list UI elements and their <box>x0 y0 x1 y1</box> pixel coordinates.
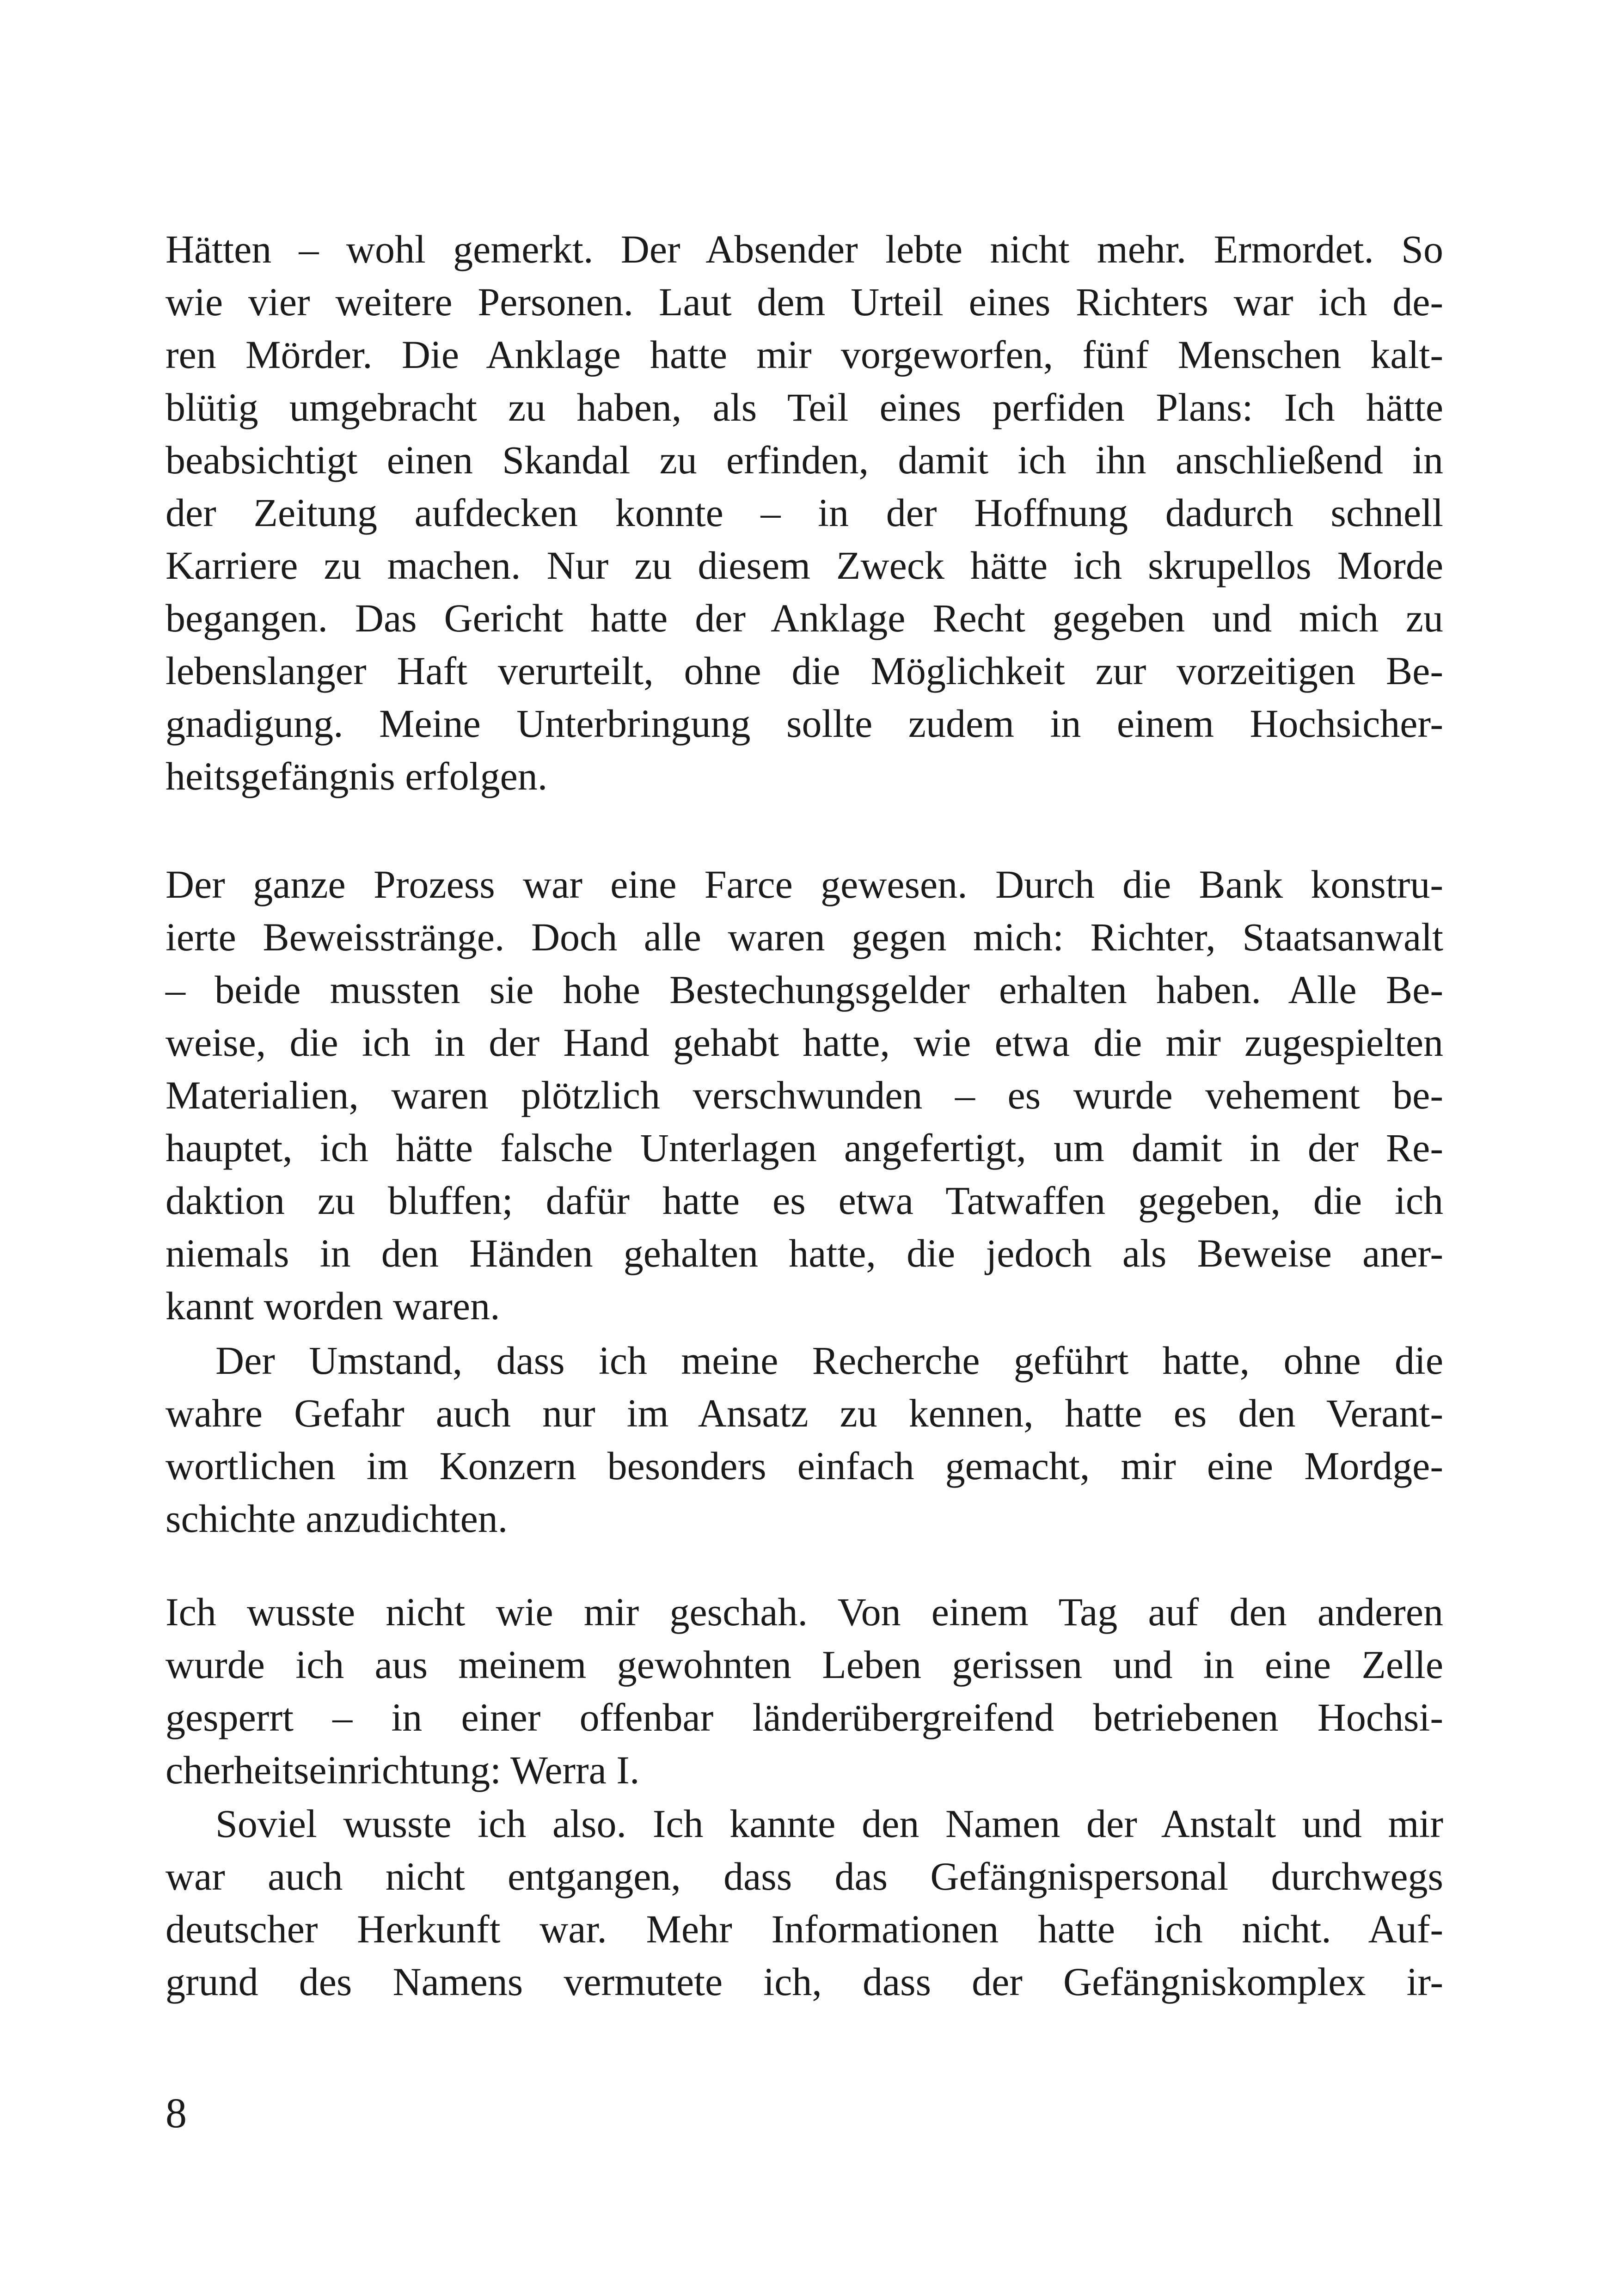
paragraph <box>165 1797 1443 2008</box>
text-line: war auch nicht entgangen, dass das Gefängnispersonal durchwegs <box>165 1854 1443 1898</box>
text-line: lebenslanger Haft verurteilt, ohne die Möglichkeit zur vorzeitigen Be- <box>165 649 1443 693</box>
text-line: cherheitseinrichtung: Werra I. <box>165 1748 640 1792</box>
text-line: Soviel wusste ich also. Ich kannte den Namen der Anstalt und mir <box>215 1801 1443 1846</box>
text-line: Karriere zu machen. Nur zu diesem Zweck hätte ich skrupellos Morde <box>165 543 1443 588</box>
text-line: kannt worden waren. <box>165 1284 500 1328</box>
text-line: weise, die ich in der Hand gehabt hatte, wie etwa die mir zugespielten <box>165 1020 1443 1065</box>
text-line: deutscher Herkunft war. Mehr Informationen hatte ich nicht. Auf- <box>165 1907 1443 1951</box>
text-line: wortlichen im Konzern besonders einfach gemacht, mir eine Mordge- <box>165 1444 1443 1488</box>
text-line: Ich wusste nicht wie mir geschah. Von einem Tag auf den anderen <box>165 1590 1443 1634</box>
paragraph <box>165 858 1443 1332</box>
text-line: begangen. Das Gericht hatte der Anklage Recht gegeben und mich zu <box>165 596 1443 640</box>
text-line: gnadigung. Meine Unterbringung sollte zudem in einem Hochsicher- <box>165 701 1443 746</box>
page-number: 8 <box>165 2089 187 2137</box>
text-line: heitsgefängnis erfolgen. <box>165 754 548 798</box>
paragraph <box>165 223 1443 802</box>
paragraph <box>165 1586 1443 1796</box>
text-line: ierte Beweisstränge. Doch alle waren gegen mich: Richter, Staatsanwalt <box>165 915 1443 959</box>
text-line: Hätten – wohl gemerkt. Der Absender lebte nicht mehr. Ermordet. So <box>165 227 1443 271</box>
text-line: Der ganze Prozess war eine Farce gewesen. Durch die Bank konstru- <box>165 862 1443 906</box>
text-line: grund des Namens vermutete ich, dass der Gefängniskomplex ir- <box>165 1959 1443 2004</box>
text-line: ren Mörder. Die Anklage hatte mir vorgeworfen, fünf Menschen kalt- <box>165 332 1443 377</box>
text-line: wurde ich aus meinem gewohnten Leben gerissen und in eine Zelle <box>165 1642 1443 1687</box>
paragraph <box>165 1334 1443 1545</box>
text-line: niemals in den Händen gehalten hatte, die jedoch als Beweise aner- <box>165 1231 1443 1275</box>
text-line: wahre Gefahr auch nur im Ansatz zu kennen, hatte es den Verant- <box>165 1391 1443 1435</box>
text-line: Materialien, waren plötzlich verschwunden – es wurde vehement be- <box>165 1073 1443 1117</box>
text-line: hauptet, ich hätte falsche Unterlagen angefertigt, um damit in der Re- <box>165 1126 1443 1170</box>
text-line: blütig umgebracht zu haben, als Teil eines perfiden Plans: Ich hätte <box>165 385 1443 429</box>
text-line: Der Umstand, dass ich meine Recherche geführt hatte, ohne die <box>215 1338 1443 1383</box>
text-line: schichte anzudichten. <box>165 1496 508 1541</box>
text-line: – beide mussten sie hohe Bestechungsgelder erhalten haben. Alle Be- <box>165 967 1443 1012</box>
text-line: wie vier weitere Personen. Laut dem Urteil eines Richters war ich de- <box>165 280 1443 324</box>
text-line: beabsichtigt einen Skandal zu erfinden, damit ich ihn anschließend in <box>165 438 1443 482</box>
text-line: daktion zu bluffen; dafür hatte es etwa Tatwaffen gegeben, die ich <box>165 1178 1443 1223</box>
text-line: gesperrt – in einer offenbar länderübergreifend betriebenen Hochsi- <box>165 1695 1443 1739</box>
text-line: der Zeitung aufdecken konnte – in der Hoffnung dadurch schnell <box>165 490 1443 535</box>
